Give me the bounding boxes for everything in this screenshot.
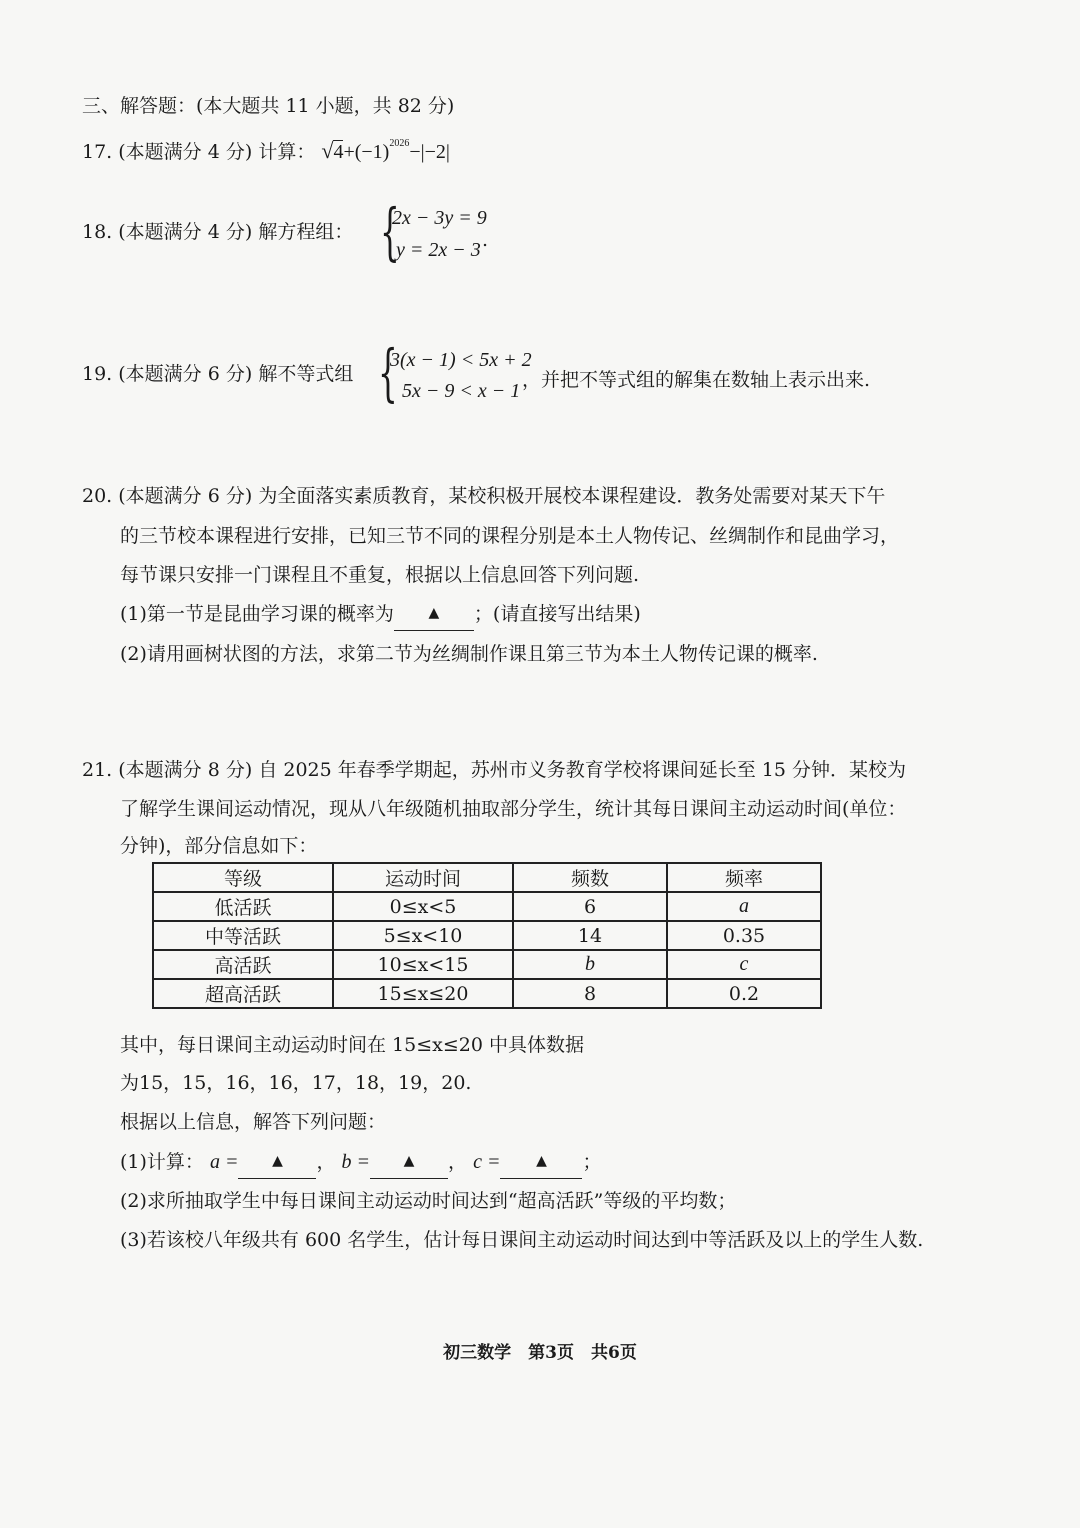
table-cell: 5≤x<10 — [333, 921, 513, 950]
question-20 — [82, 482, 885, 510]
triangle-icon: ▲ — [403, 1153, 415, 1169]
q18-equation-2: y = 2x − 3 — [396, 239, 481, 261]
end-mark: ； — [582, 1151, 602, 1173]
answer-blank-c[interactable] — [500, 1148, 582, 1179]
section-title: 三、解答题：(本大题共 11 小题，共 82 分) — [82, 95, 455, 117]
q20-line-2: 的三节校本课程进行安排，已知三节不同的课程分别是本土人物传记、丝绸制作和昆曲学习， — [120, 525, 900, 547]
q17-instruction: 计算： — [258, 141, 316, 163]
triangle-icon: ▲ — [428, 605, 440, 621]
left-brace-icon: { — [380, 195, 400, 268]
q17-expression — [321, 138, 450, 163]
table-header: 等级 — [153, 863, 333, 892]
table-cell: b — [513, 950, 667, 979]
question-17 — [82, 130, 450, 166]
q21-line-2: 了解学生课间运动情况，现从八年级随机抽取部分学生，统计其每日课间主动运动时间(单位： — [120, 798, 907, 820]
triangle-icon: ▲ — [536, 1153, 547, 1169]
q19-tail: ，并把不等式组的解集在数轴上表示出来. — [522, 369, 871, 391]
q21-part-1 — [120, 1148, 601, 1179]
q20-part-1 — [120, 600, 641, 631]
q21-part-2: (2)求所抽取学生中每日课间主动运动时间达到“超高活跃”等级的平均数； — [120, 1190, 737, 1212]
q18-equation-1: 2x − 3y = 9 — [392, 207, 487, 229]
q19-number: 19. — [82, 363, 113, 385]
q20-part-2: (2)请用画树状图的方法，求第二节为丝绸制作课且第三节为本土人物传记课的概率. — [120, 643, 818, 665]
table-header: 运动时间 — [333, 863, 513, 892]
q21-data-line-2: 为15，15，16，16，17，18，19，20. — [120, 1072, 472, 1094]
table-cell: 低活跃 — [153, 892, 333, 921]
table-cell: 6 — [513, 892, 667, 921]
q20-part-1-suffix: ；(请直接写出结果) — [473, 603, 641, 625]
var-c-label: c = — [473, 1151, 501, 1173]
table-cell: 高活跃 — [153, 950, 333, 979]
q19-score: (本题满分 6 分) — [118, 363, 253, 385]
table-row — [153, 950, 821, 979]
q20-number: 20. — [82, 485, 113, 507]
var-a-label: a = — [209, 1151, 239, 1173]
answer-blank-b[interactable] — [370, 1148, 448, 1179]
q18-instruction: 解方程组： — [258, 221, 354, 243]
q18-number: 18. — [82, 221, 113, 243]
q18-end: . — [482, 229, 489, 251]
q21-number: 21. — [82, 759, 113, 781]
q17-sqrt-arg: 4 — [333, 141, 344, 163]
q21-data-line-1: 其中，每日课间主动运动时间在 15≤x≤20 中具体数据 — [120, 1034, 584, 1056]
q19-inequality-1: 3(x − 1) < 5x + 2 — [390, 349, 532, 371]
table-row — [153, 979, 821, 1008]
q21-part-1-label: (1)计算： — [120, 1151, 204, 1173]
q21-part-3: (3)若该校八年级共有 600 名学生，估计每日课间主动运动时间达到中等活跃及以上的学生人数. — [120, 1229, 924, 1251]
sqrt-icon: √ — [321, 138, 334, 163]
q20-line-3: 每节课只安排一门课程且不重复，根据以上信息回答下列问题. — [120, 564, 640, 586]
q19-inequality-2: 5x − 9 < x − 1 — [402, 380, 521, 402]
q21-prompt: 根据以上信息，解答下列问题： — [120, 1111, 387, 1133]
table-row — [153, 921, 821, 950]
q19-instruction: 解不等式组 — [258, 363, 354, 385]
table-cell: 15≤x≤20 — [333, 979, 513, 1008]
question-21 — [82, 756, 906, 784]
table-cell: 超高活跃 — [153, 979, 333, 1008]
table-cell: 0≤x<5 — [333, 892, 513, 921]
q17-exponent: 2026 — [389, 138, 410, 149]
question-18 — [82, 218, 353, 246]
q17-expr-end: −|−2| — [409, 141, 450, 163]
q20-line-1: 为全面落实素质教育，某校积极开展校本课程建设．教务处需要对某天下午 — [258, 485, 886, 507]
q17-number: 17. — [82, 141, 113, 163]
table-cell: 8 — [513, 979, 667, 1008]
table-cell: a — [667, 892, 821, 921]
page-footer: 初三数学 第3页 共6页 — [443, 1343, 637, 1363]
table-cell: 14 — [513, 921, 667, 950]
table-cell: 0.2 — [667, 979, 821, 1008]
left-brace-icon: { — [378, 336, 398, 409]
table-cell: 中等活跃 — [153, 921, 333, 950]
table-header-row — [153, 863, 821, 892]
q20-score: (本题满分 6 分) — [118, 485, 253, 507]
triangle-icon: ▲ — [272, 1153, 283, 1169]
answer-blank-a[interactable] — [238, 1148, 316, 1179]
table-cell: 10≤x<15 — [333, 950, 513, 979]
q17-score: (本题满分 4 分) — [118, 141, 253, 163]
frequency-table — [152, 862, 822, 1009]
table-header: 频数 — [513, 863, 667, 892]
table-cell: c — [667, 950, 821, 979]
q20-part-1-text: (1)第一节是昆曲学习课的概率为 — [120, 603, 394, 625]
q17-expr-mid: +(−1) — [343, 141, 390, 163]
table-cell: 0.35 — [667, 921, 821, 950]
separator: ， — [448, 1151, 468, 1173]
q21-line-1: 自 2025 年春季学期起，苏州市义务教育学校将课间延长至 15 分钟．某校为 — [258, 759, 907, 781]
table-header: 频率 — [667, 863, 821, 892]
q18-score: (本题满分 4 分) — [118, 221, 253, 243]
separator: ， — [316, 1151, 336, 1173]
table-row — [153, 892, 821, 921]
var-b-label: b = — [341, 1151, 371, 1173]
question-19 — [82, 360, 353, 388]
answer-blank[interactable] — [394, 600, 474, 631]
q21-line-3: 分钟)，部分信息如下： — [120, 835, 318, 857]
q21-score: (本题满分 8 分) — [118, 759, 253, 781]
